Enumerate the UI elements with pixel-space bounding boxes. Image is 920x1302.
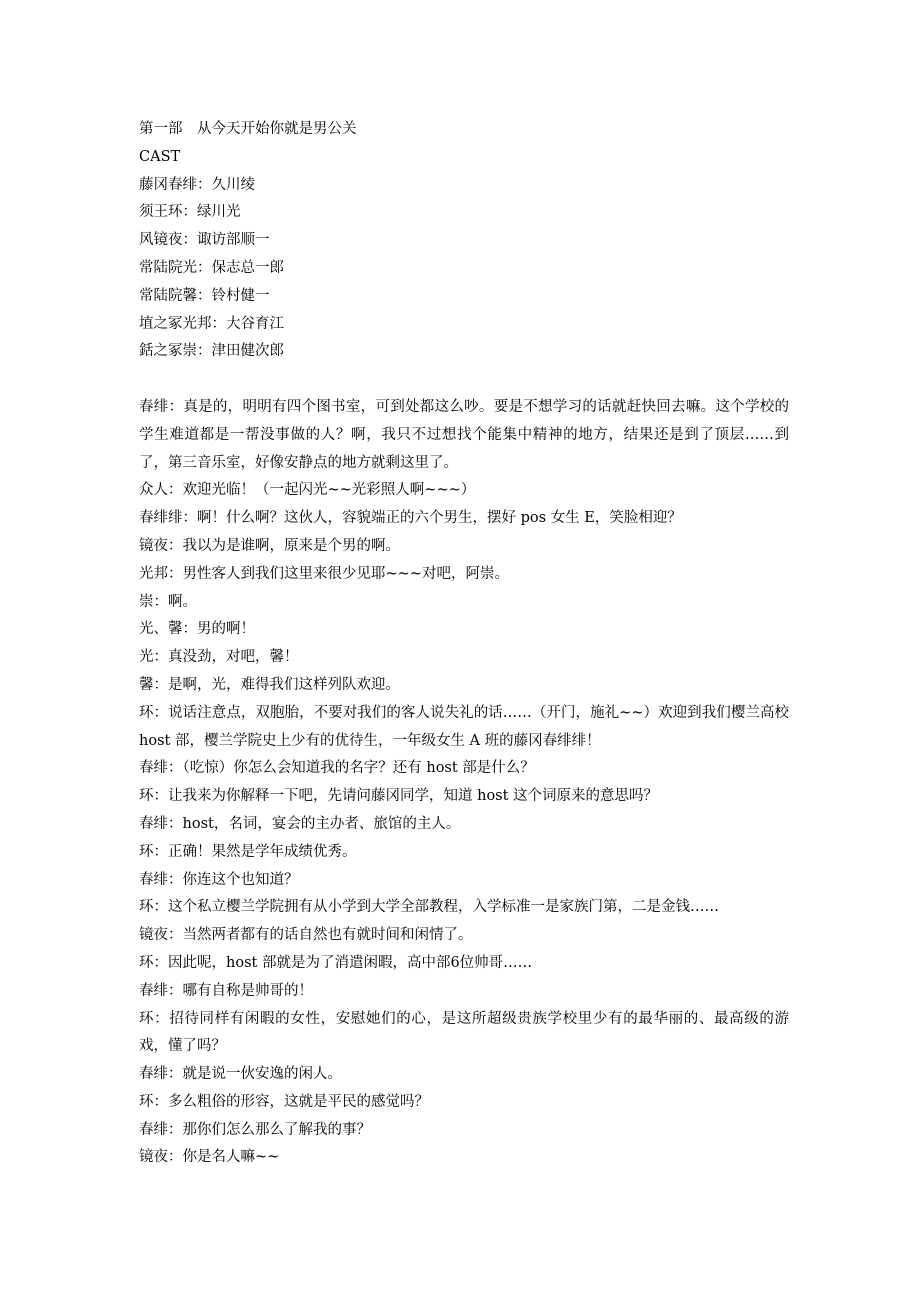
dialogue-line: 崇：啊。: [139, 593, 197, 610]
dialogue-line: 春绯绯：啊！什么啊？这伙人，容貌端正的六个男生，摆好 pos 女生 E，笑脸相迎？: [139, 510, 682, 527]
dialogue-line: 环：多么粗俗的形容，这就是平民的感觉吗？: [139, 1093, 429, 1110]
document-body: [139, 116, 789, 1172]
dialogue-line: 春绯：你连这个也知道？: [139, 871, 299, 888]
dialogue-line: 馨：是啊，光，难得我们这样列队欢迎。: [139, 676, 400, 693]
dialogue-line: 镜夜：我以为是谁啊，原来是个男的啊。: [139, 537, 400, 554]
dialogue-line: 春绯：真是的，明明有四个图书室，可到处都这么吵。要是不想学习的话就赶快回去嘛。这个学校的学生难道都是一帮没事做的人？啊，我只不过想找个能集中精神的地方，结果还是到了顶层……到了，第三音乐室，好像安静点的地方就剩这里了。: [139, 398, 789, 471]
dialogue-section: [139, 394, 789, 1172]
cast-entry: 常陆院馨：铃村健一: [139, 287, 270, 304]
cast-entry: 埴之冢光邦：大谷育江: [139, 315, 284, 332]
dialogue-line: 春绯：host，名词，宴会的主办者、旅馆的主人。: [139, 815, 461, 832]
chapter-heading: 第一部 从今天开始你就是男公关: [139, 121, 357, 137]
dialogue-line: 环：正确！果然是学年成绩优秀。: [139, 843, 357, 860]
dialogue-line: 春绯：就是说一伙安逸的闲人。: [139, 1066, 342, 1083]
dialogue-line: 环：因此呢，host 部就是为了消遣闲暇，高中部6位帅哥……: [139, 954, 533, 971]
blank-line: [139, 366, 789, 394]
cast-entry: 銛之冢崇：津田健次郎: [139, 343, 284, 360]
cast-entry: 风镜夜：诹访部顺一: [139, 232, 270, 249]
dialogue-line: 春绯：那你们怎么那么了解我的事？: [139, 1121, 371, 1138]
cast-list: [139, 172, 789, 367]
cast-entry: 藤冈春绯：久川绫: [139, 176, 255, 193]
dialogue-line: 环：招待同样有闲暇的女性，安慰她们的心，是这所超级贵族学校里少有的最华丽的、最高级的游戏，懂了吗？: [139, 1010, 789, 1055]
cast-entry: 须王环：绿川光: [139, 204, 241, 221]
dialogue-line: 镜夜：你是名人嘛~~: [139, 1149, 280, 1166]
dialogue-line: 光、馨：男的啊！: [139, 621, 255, 638]
dialogue-line: 环：说话注意点，双胞胎，不要对我们的客人说失礼的话……（开门，施礼~~）欢迎到我们樱兰高校 host 部，樱兰学院史上少有的优待生，一年级女生 A 班的藤冈春绯绯！: [139, 704, 789, 749]
dialogue-line: 环：这个私立樱兰学院拥有从小学到大学全部教程，入学标准一是家族门第，二是金钱……: [139, 899, 719, 916]
cast-entry: 常陆院光：保志总一郎: [139, 259, 284, 276]
dialogue-line: 环：让我来为你解释一下吧，先请问藤冈同学，知道 host 这个词原来的意思吗？: [139, 788, 659, 805]
dialogue-line: 春绯：哪有自称是帅哥的！: [139, 982, 313, 999]
cast-label: CAST: [139, 148, 181, 165]
dialogue-line: 镜夜：当然两者都有的话自然也有就时间和闲情了。: [139, 927, 473, 944]
dialogue-line: 众人：欢迎光临！（一起闪光~~光彩照人啊~~~）: [139, 482, 476, 499]
dialogue-line: 光邦：男性客人到我们这里来很少见耶~~~对吧，阿崇。: [139, 565, 509, 582]
dialogue-line: 春绯：（吃惊）你怎么会知道我的名字？还有 host 部是什么？: [139, 760, 535, 777]
dialogue-line: 光：真没劲，对吧，馨！: [139, 649, 299, 666]
